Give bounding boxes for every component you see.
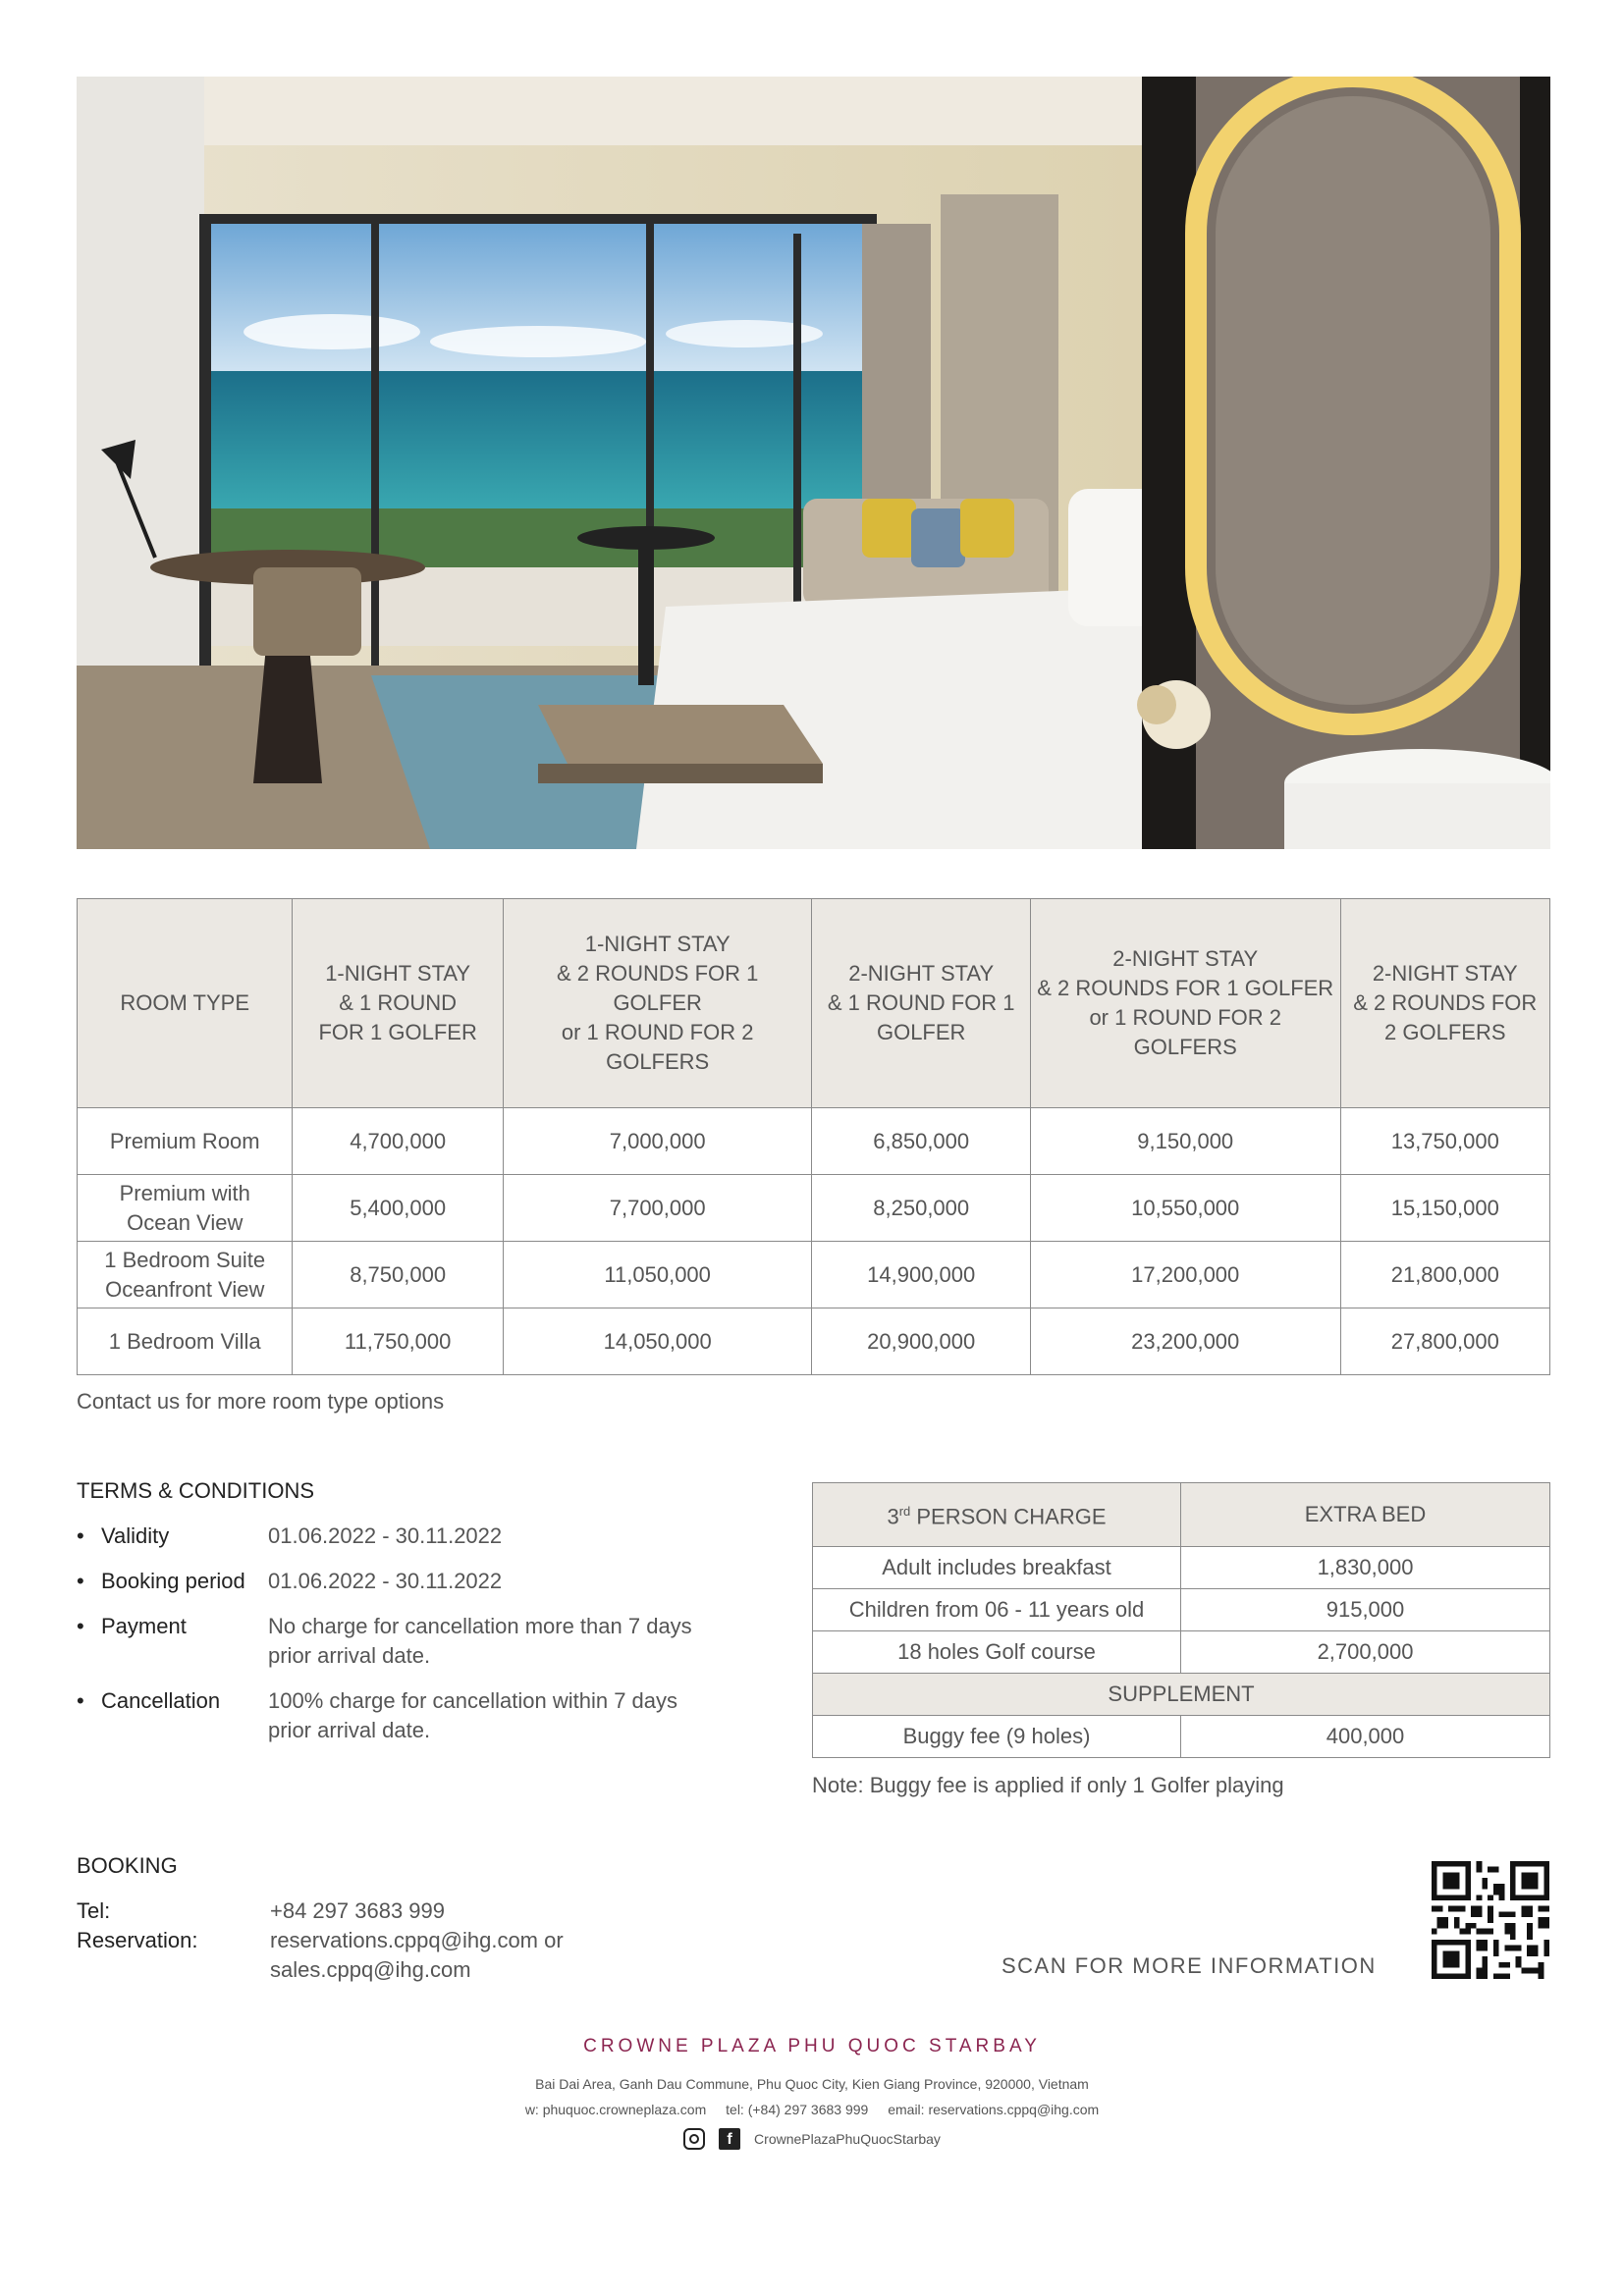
column-header-1night-2rounds: 1-NIGHT STAY & 2 ROUNDS FOR 1 GOLFER or 1 ROUND FOR 2 GOLFERS [503, 899, 812, 1108]
qr-code[interactable] [1432, 1861, 1549, 1979]
price-cell: 4,700,000 [293, 1108, 503, 1175]
price-cell: 9,150,000 [1030, 1108, 1340, 1175]
price-cell: 10,550,000 [1030, 1175, 1340, 1242]
tel-label: Tel: [77, 1898, 111, 1923]
more-room-types-note: Contact us for more room type options [77, 1389, 445, 1414]
term-label: Validity [101, 1523, 170, 1548]
room-rates-table [77, 898, 1550, 1375]
price-cell: 21,800,000 [1340, 1242, 1549, 1308]
booking-title: BOOKING [77, 1853, 178, 1878]
room-type-cell: Premium Room [78, 1108, 293, 1175]
table-row [813, 1547, 1550, 1589]
table-row [813, 1631, 1550, 1674]
price-cell: 7,000,000 [503, 1108, 812, 1175]
list-item [77, 1567, 784, 1596]
address: Bai Dai Area, Ganh Dau Commune, Phu Quoc City, Kien Giang Province, 920000, Vietnam [535, 2076, 1089, 2092]
price-cell: 11,050,000 [503, 1242, 812, 1308]
facebook-icon[interactable]: f [719, 2128, 740, 2150]
scan-label: SCAN FOR MORE INFORMATION [1001, 1953, 1377, 1978]
contact-line [0, 2097, 1624, 2122]
social-handle[interactable]: CrownePlazaPhuQuocStarbay [754, 2131, 941, 2147]
booking-tel-row [77, 1896, 604, 1926]
table-row [78, 1308, 1550, 1375]
bullet-icon: • [77, 1614, 84, 1638]
footer [0, 2036, 1624, 2150]
sales-email-link[interactable]: sales.cppq@ihg.com [270, 1957, 471, 1982]
list-item [77, 1612, 784, 1671]
booking-reservation-row [77, 1926, 604, 1985]
price-cell: 17,200,000 [1030, 1242, 1340, 1308]
price-cell: 8,250,000 [812, 1175, 1030, 1242]
terms-section [77, 1478, 784, 1761]
term-value: 01.06.2022 - 30.11.2022 [268, 1523, 503, 1548]
column-header-2night-2rounds-2golfers: 2-NIGHT STAY & 2 ROUNDS FOR 2 GOLFERS [1340, 899, 1549, 1108]
website-link[interactable]: w: phuquoc.crowneplaza.com [524, 2102, 707, 2117]
term-value: No charge for cancellation more than 7 days prior arrival date. [268, 1614, 692, 1668]
bullet-icon: • [77, 1569, 84, 1593]
charge-label: 18 holes Golf course [813, 1631, 1181, 1674]
column-header-extra-bed: EXTRA BED [1181, 1483, 1550, 1547]
price-cell: 5,400,000 [293, 1175, 503, 1242]
charge-value: 400,000 [1181, 1716, 1550, 1758]
price-cell: 23,200,000 [1030, 1308, 1340, 1375]
reservation-email-link[interactable]: reservations.cppq@ihg.com or [270, 1928, 564, 1952]
column-header-1night-1round: 1-NIGHT STAY & 1 ROUND FOR 1 GOLFER [293, 899, 503, 1108]
room-type-cell: Premium with Ocean View [78, 1175, 293, 1242]
term-value: 100% charge for cancellation within 7 days prior arrival date. [268, 1688, 678, 1742]
term-label: Cancellation [101, 1688, 221, 1713]
column-header-2night-2rounds-1golfer: 2-NIGHT STAY & 2 ROUNDS FOR 1 GOLFER or 1 ROUND FOR 2 GOLFERS [1030, 899, 1340, 1108]
price-cell: 13,750,000 [1340, 1108, 1549, 1175]
reservation-value [270, 1926, 604, 1985]
footer-email[interactable]: email: reservations.cppq@ihg.com [888, 2102, 1100, 2117]
price-cell: 8,750,000 [293, 1242, 503, 1308]
column-header-2night-1round: 2-NIGHT STAY & 1 ROUND FOR 1 GOLFER [812, 899, 1030, 1108]
terms-title: TERMS & CONDITIONS [77, 1478, 315, 1503]
term-value: 01.06.2022 - 30.11.2022 [268, 1569, 503, 1593]
table-row [78, 1242, 1550, 1308]
table-row [813, 1589, 1550, 1631]
bullet-icon: • [77, 1523, 84, 1548]
room-type-cell: 1 Bedroom Suite Oceanfront View [78, 1242, 293, 1308]
charge-label: Children from 06 - 11 years old [813, 1589, 1181, 1631]
buggy-fee-note: Note: Buggy fee is applied if only 1 Golfer playing [812, 1773, 1284, 1797]
term-label: Payment [101, 1614, 187, 1638]
price-cell: 15,150,000 [1340, 1175, 1549, 1242]
price-cell: 27,800,000 [1340, 1308, 1549, 1375]
room-type-cell: 1 Bedroom Villa [78, 1308, 293, 1375]
price-cell: 14,050,000 [503, 1308, 812, 1375]
price-cell: 7,700,000 [503, 1175, 812, 1242]
term-label: Booking period [101, 1569, 245, 1593]
table-row [813, 1716, 1550, 1758]
social-links [0, 2128, 1624, 2150]
table-row [78, 1108, 1550, 1175]
supplement-header-row [813, 1674, 1550, 1716]
footer-tel[interactable]: tel: (+84) 297 3683 999 [726, 2102, 869, 2117]
table-header-row [813, 1483, 1550, 1547]
price-cell: 11,750,000 [293, 1308, 503, 1375]
table-header-row [78, 899, 1550, 1108]
supplement-header: SUPPLEMENT [813, 1674, 1550, 1716]
charge-value: 2,700,000 [1181, 1631, 1550, 1674]
charge-value: 915,000 [1181, 1589, 1550, 1631]
price-cell: 20,900,000 [812, 1308, 1030, 1375]
bullet-icon: • [77, 1688, 84, 1713]
charge-value: 1,830,000 [1181, 1547, 1550, 1589]
price-cell: 6,850,000 [812, 1108, 1030, 1175]
reservation-label: Reservation: [77, 1928, 198, 1952]
column-header-3rd-person: 3rd PERSON CHARGE [813, 1483, 1181, 1547]
brand-name: CROWNE PLAZA PHU QUOC STARBAY [583, 2036, 1041, 2056]
price-cell: 14,900,000 [812, 1242, 1030, 1308]
column-header-room-type: ROOM TYPE [78, 899, 293, 1108]
table-row [78, 1175, 1550, 1242]
charge-label: Buggy fee (9 holes) [813, 1716, 1181, 1758]
hotel-room-photo [77, 77, 1550, 849]
instagram-icon[interactable] [683, 2128, 705, 2150]
list-item [77, 1522, 784, 1551]
list-item [77, 1686, 784, 1745]
extra-charges-table [812, 1482, 1550, 1758]
tel-value[interactable]: +84 297 3683 999 [270, 1898, 446, 1923]
charge-label: Adult includes breakfast [813, 1547, 1181, 1589]
booking-section [77, 1853, 604, 1985]
